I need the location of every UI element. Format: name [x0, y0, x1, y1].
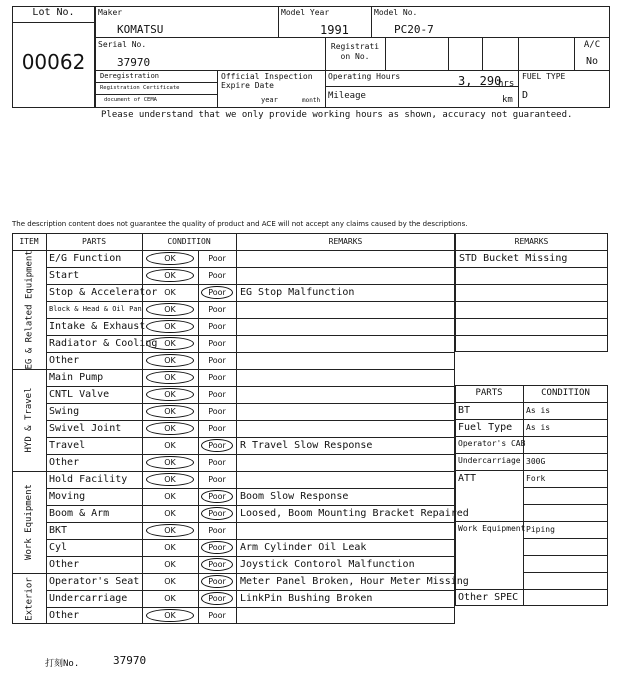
remark-text: LinkPin Bushing Broken: [240, 593, 373, 604]
ok-option: OK: [164, 543, 176, 552]
ok-selected-circle: [146, 422, 194, 435]
ok-option: OK: [164, 509, 176, 518]
ok-option: OK: [164, 424, 176, 433]
ok-option: OK: [164, 356, 176, 365]
ok-option: OK: [164, 611, 176, 620]
poor-selected-circle: [201, 286, 233, 299]
part-name: Other: [49, 610, 80, 621]
part-name: Undercarriage: [49, 593, 128, 604]
registration-certificate-label: Registration Certificate: [100, 85, 180, 91]
poor-option: Poor: [208, 611, 226, 620]
part-name: Stop & Accelerator: [49, 287, 158, 298]
ok-selected-circle: [146, 269, 194, 282]
remark-text: EG Stop Malfunction: [240, 287, 355, 298]
ok-option: OK: [164, 492, 176, 501]
poor-option: Poor: [208, 407, 226, 416]
poor-option: Poor: [208, 322, 226, 331]
ok-option: OK: [164, 458, 176, 467]
disclaimer-text: The description content does not guarantee the quality of product and ACE will not accept any claims caused by the descriptions.: [12, 220, 468, 228]
ok-selected-circle: [146, 405, 194, 418]
ok-selected-circle: [146, 524, 194, 537]
header-item: ITEM: [19, 237, 39, 246]
part-name: Block & Head & Oil Pan: [49, 305, 142, 313]
registration-no-label: Registrati on No.: [330, 42, 380, 61]
poor-selected-circle: [201, 592, 233, 605]
right-remark-text: STD Bucket Missing: [459, 253, 568, 264]
spec-part: ATT: [458, 473, 477, 484]
poor-option: Poor: [208, 509, 226, 518]
remark-text: Loosed, Boom Mounting Bracket Repaired: [240, 508, 469, 519]
group-label: EG & Related Equipment: [24, 249, 34, 369]
spec-condition: Fork: [526, 474, 546, 483]
ok-selected-circle: [146, 337, 194, 350]
ok-option: OK: [164, 305, 176, 314]
poor-option: Poor: [208, 543, 226, 552]
ac-label: A/C: [583, 40, 601, 50]
ok-selected-circle: [146, 456, 194, 469]
month-label: month: [302, 97, 321, 104]
part-name: Other: [49, 355, 80, 366]
header-parts: PARTS: [81, 237, 107, 246]
poor-option: Poor: [208, 441, 226, 450]
lot-no-label: Lot No.: [32, 7, 75, 18]
poor-selected-circle: [201, 490, 233, 503]
ok-option: OK: [164, 407, 176, 416]
model-year-value: 1991: [320, 23, 349, 37]
spec-part: Fuel Type: [458, 422, 513, 433]
spec-part: Undercarriage: [458, 456, 521, 465]
spec-part: Operator's CAB: [458, 439, 526, 448]
part-name: CNTL Valve: [49, 389, 110, 400]
header-remarks: REMARKS: [328, 237, 363, 246]
poor-selected-circle: [201, 439, 233, 452]
ok-option: OK: [164, 254, 176, 263]
ok-option: OK: [164, 475, 176, 484]
header-condition: CONDITION: [167, 237, 211, 246]
ok-selected-circle: [146, 354, 194, 367]
ok-selected-circle: [146, 473, 194, 486]
operating-hours-label: Operating Hours: [328, 72, 401, 81]
part-name: E/G Function: [49, 253, 122, 264]
part-name: BKT: [49, 525, 68, 536]
maker-label: Maker: [98, 8, 123, 17]
serial-no-label: Serial No.: [98, 40, 147, 49]
group-label: HYD & Travel: [24, 387, 34, 453]
stamp-no-value: 37970: [113, 654, 147, 667]
spec-condition-header: CONDITION: [541, 388, 590, 398]
model-year-label: Model Year: [281, 8, 330, 17]
ok-selected-circle: [146, 303, 194, 316]
poor-selected-circle: [201, 558, 233, 571]
spec-condition: Piping: [526, 525, 555, 534]
poor-option: Poor: [208, 577, 226, 586]
model-no-value: PC20-7: [394, 23, 434, 36]
part-name: Operator's Seat: [49, 576, 140, 587]
model-no-label: Model No.: [374, 8, 418, 17]
ok-selected-circle: [146, 388, 194, 401]
remark-text: Meter Panel Broken, Hour Meter Missing: [240, 576, 469, 587]
poor-option: Poor: [208, 356, 226, 365]
remark-text: Boom Slow Response: [240, 491, 349, 502]
poor-option: Poor: [208, 390, 226, 399]
lot-no-value: 00062: [21, 50, 86, 74]
part-name: Cyl: [49, 542, 68, 553]
spec-part: BT: [458, 405, 471, 416]
poor-option: Poor: [208, 526, 226, 535]
ok-option: OK: [164, 288, 176, 297]
maker-value: KOMATSU: [117, 23, 164, 36]
right-remarks-header: REMARKS: [514, 237, 549, 246]
km-unit: km: [502, 95, 513, 105]
remark-text: Joystick Contorol Malfunction: [240, 559, 415, 570]
group-label: Work Equipment: [24, 484, 34, 560]
spec-part: Other SPEC: [458, 592, 519, 603]
part-name: Swing: [49, 406, 80, 417]
fuel-type-label: FUEL TYPE: [522, 72, 566, 81]
poor-option: Poor: [208, 560, 226, 569]
ok-option: OK: [164, 594, 176, 603]
stamp-no-label: 打刻No.: [45, 659, 80, 669]
part-name: Travel: [49, 440, 86, 451]
inspection-label: Official Inspection Expire Date: [221, 72, 313, 90]
poor-option: Poor: [208, 254, 226, 263]
poor-option: Poor: [208, 424, 226, 433]
ok-option: OK: [164, 560, 176, 569]
ok-option: OK: [164, 339, 176, 348]
poor-option: Poor: [208, 458, 226, 467]
part-name: Radiator & Cooling: [49, 338, 158, 349]
mileage-label: Mileage: [328, 91, 366, 101]
poor-option: Poor: [208, 305, 226, 314]
poor-selected-circle: [201, 507, 233, 520]
ok-selected-circle: [146, 371, 194, 384]
part-name: Swivel Joint: [49, 423, 122, 434]
spec-condition: As is: [526, 406, 551, 415]
ok-option: OK: [164, 390, 176, 399]
poor-option: Poor: [208, 594, 226, 603]
part-name: Other: [49, 457, 80, 468]
operating-hours-value: 3, 290: [458, 74, 502, 88]
hours-note: Please understand that we only provide working hours as shown, accuracy not guaranteed.: [101, 110, 573, 120]
part-name: Boom & Arm: [49, 508, 110, 519]
poor-option: Poor: [208, 339, 226, 348]
year-label: year: [261, 96, 278, 104]
poor-option: Poor: [208, 288, 226, 297]
ok-option: OK: [164, 526, 176, 535]
spec-condition: 300G: [526, 457, 546, 466]
ok-option: OK: [164, 322, 176, 331]
deregistration-label: Deregistration: [100, 72, 160, 80]
cema-label: document of CEMA: [104, 97, 157, 103]
fuel-type-value: D: [522, 90, 529, 101]
part-name: Main Pump: [49, 372, 104, 383]
poor-option: Poor: [208, 373, 226, 382]
ok-option: OK: [164, 373, 176, 382]
part-name: Moving: [49, 491, 86, 502]
poor-selected-circle: [201, 541, 233, 554]
group-label: Exterior: [24, 576, 34, 621]
ok-option: OK: [164, 441, 176, 450]
part-name: Hold Facility: [49, 474, 128, 485]
spec-part: Work Equipment: [458, 524, 526, 533]
spec-condition: As is: [526, 423, 551, 432]
ok-option: OK: [164, 271, 176, 280]
poor-selected-circle: [201, 575, 233, 588]
part-name: Other: [49, 559, 80, 570]
part-name: Start: [49, 270, 80, 281]
ok-selected-circle: [146, 252, 194, 265]
part-name: Intake & Exhaust: [49, 321, 146, 332]
hrs-unit: hrs: [498, 79, 515, 89]
remark-text: R Travel Slow Response: [240, 440, 373, 451]
ok-selected-circle: [146, 320, 194, 333]
poor-option: Poor: [208, 492, 226, 501]
spec-parts-header: PARTS: [475, 388, 503, 398]
ac-value: No: [585, 56, 599, 67]
ok-selected-circle: [146, 609, 194, 622]
poor-option: Poor: [208, 271, 226, 280]
remark-text: Arm Cylinder Oil Leak: [240, 542, 367, 553]
serial-no-value: 37970: [117, 56, 151, 69]
ok-option: OK: [164, 577, 176, 586]
poor-option: Poor: [208, 475, 226, 484]
